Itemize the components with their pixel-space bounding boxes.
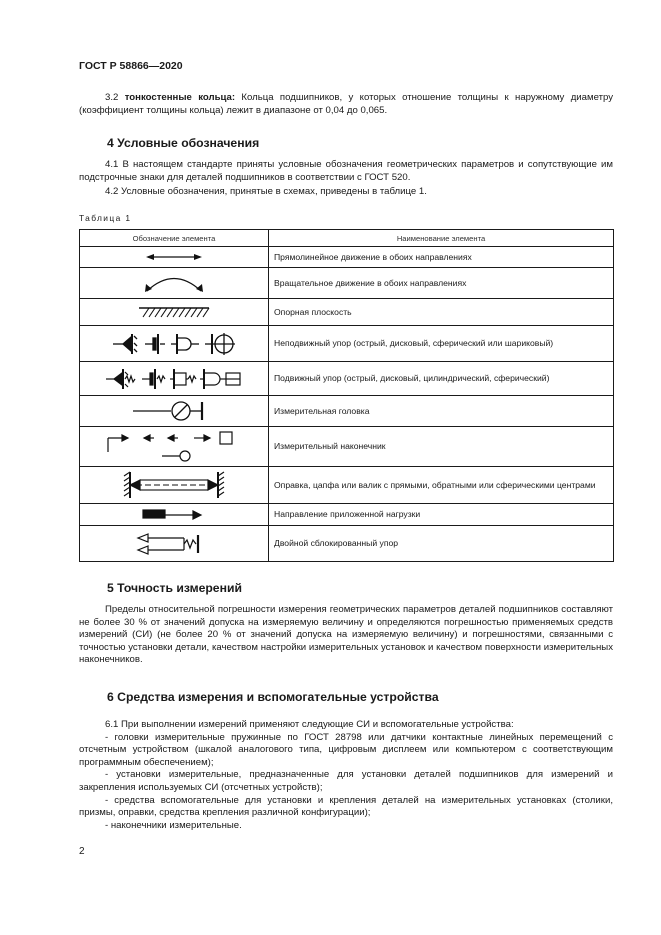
list-item: - средства вспомогательные для установки и крепления деталей на измерительных установках (столики, призмы, оправки, средства крепления различной конфигурации); <box>79 794 613 819</box>
fixed-stop-icon <box>80 326 269 362</box>
row-name: Прямолинейное движение в обоих направлениях <box>269 247 614 268</box>
table-row <box>80 299 614 326</box>
mandrel-icon <box>80 467 269 504</box>
list-item: - наконечники измерительные. <box>105 819 242 831</box>
measuring-head-icon <box>80 396 269 427</box>
rotation-arrow-icon <box>80 268 269 299</box>
table-caption: Таблица 1 <box>79 213 132 223</box>
term-name: тонкостенные кольца: <box>124 92 236 103</box>
section-6-title: 6 Средства измерения и вспомогательные устройства <box>107 690 439 704</box>
row-name: Неподвижный упор (острый, дисковый, сферический или шариковый) <box>269 326 614 362</box>
table-header-row <box>80 230 614 247</box>
page-header: ГОСТ Р 58866—2020 <box>79 60 183 72</box>
section-6-list <box>79 719 613 832</box>
row-name: Измерительная головка <box>269 396 614 427</box>
measuring-tip-icon <box>80 427 269 467</box>
movable-stop-icon <box>80 362 269 396</box>
para-4-1: 4.1 В настоящем стандарте приняты условные обозначения геометрических параметров и сопутствующие им подстрочные знаки для деталей подшипников в соответствии с ГОСТ 520. <box>79 159 613 183</box>
list-item: - установки измерительные, предназначенные для установки деталей подшипников для измерений и закрепления используемых СИ (отсчетных устройств); <box>79 769 613 793</box>
table-row <box>80 427 614 467</box>
table-row <box>80 247 614 268</box>
row-name: Подвижный упор (острый, дисковый, цилиндрический, сферический) <box>269 362 614 396</box>
load-direction-icon <box>80 504 269 526</box>
term-3-2 <box>79 92 613 117</box>
term-number: 3.2 <box>105 92 119 103</box>
page-number: 2 <box>79 846 85 857</box>
row-name: Двойной сблокированный упор <box>269 526 614 562</box>
double-arrow-icon <box>80 247 269 268</box>
table-row <box>80 326 614 362</box>
list-item: 6.1 При выполнении измерений применяют следующие СИ и вспомогательные устройства: <box>105 719 514 730</box>
table-row <box>80 526 614 562</box>
table-row <box>80 396 614 427</box>
table-row <box>80 467 614 504</box>
row-name: Направление приложенной нагрузки <box>269 504 614 526</box>
row-name: Оправка, цапфа или валик с прямыми, обратными или сферическими центрами <box>269 467 614 504</box>
table-row <box>80 362 614 396</box>
term-definition: Кольца подшипников, у которых отношение толщины к наружному диаметру (коэффициент толщины кольца) лежит в диапазоне от 0,04 до 0,065. <box>79 92 614 116</box>
para-4-2: 4.2 Условные обозначения, принятые в схемах, приведены в таблице 1. <box>105 186 427 197</box>
support-plane-icon <box>80 299 269 326</box>
double-locked-stop-icon <box>80 526 269 562</box>
section-5-title: 5 Точность измерений <box>107 581 242 595</box>
row-name: Вращательное движение в обоих направлениях <box>269 268 614 299</box>
table-row <box>80 504 614 526</box>
row-name: Опорная плоскость <box>269 299 614 326</box>
list-item: - головки измерительные пружинные по ГОСТ 28798 или датчики контактные линейных перемещений с отсчетным устройством (шкалой аналогового типа, цифровым дисплеем или компьютером с соответствующим программным обеспечением); <box>79 731 613 768</box>
column-header-name: Наименование элемента <box>269 230 614 247</box>
symbols-table <box>79 229 614 562</box>
row-name: Измерительный наконечник <box>269 427 614 467</box>
table-row <box>80 268 614 299</box>
column-header-symbol: Обозначение элемента <box>80 230 269 247</box>
para-5: Пределы относительной погрешности измерения геометрических параметров деталей подшипников составляют не более 30 % от значений допуска на измеряемую величину и определяются погрешностью применяемых средств измерений (СИ) (не более 20 % от значений допуска на измеряемую величину) и погрешностями, связанными с точностью установки детали, качеством настройки измерительных установок и качеством поверхности измерительных наконечников. <box>79 604 613 666</box>
section-4-title: 4 Условные обозначения <box>107 136 260 150</box>
